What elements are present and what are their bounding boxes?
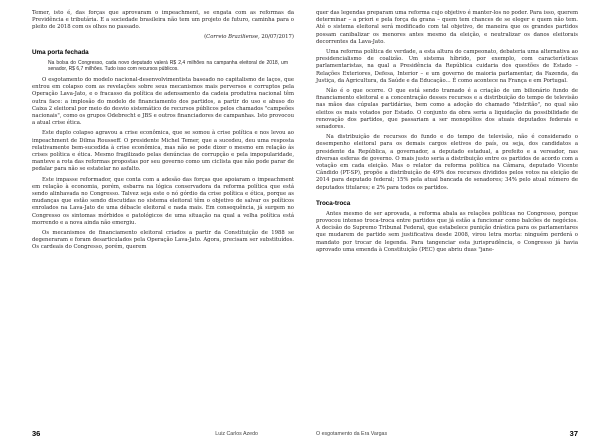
intro-paragraph: Temer, isto é, das forças que aprovaram o impeachment, se engata com as reformas da Previdência e tributária. E a sociedade brasileira não tem um projeto de futuro, caminha para o pleito de 2018 com os olhos no passado. [32,10,294,31]
running-head-title: O esgotamento da Era Vargas [316,431,388,437]
body-paragraph: quer das legendas preparam uma reforma cujo objetivo é manter-los no poder. Para isso, querem determinar – a priori e pela força da grana – quem tem chances de se eleger e quem não tem. Até o sistema eleitoral será modificado com tal objetivo, de maneira que os grandes partidos possam canibalizar os menores antes mesmo da eleição, e neutralizar os danos eleitorais decorrentes da Lava-Jato. [316,10,578,45]
right-page [316,10,578,438]
page-number: 37 [569,429,578,438]
left-page [32,10,294,438]
citation [32,34,294,41]
body-paragraph: Uma reforma política de verdade, a esta altura do campeonato, debateria uma alternativa ao presidencialismo de coalizão. Um sistema híbrido, por exemplo, com características parlamentaristas, na qual a Presidência da República cuidaria dos questões de Estado – Relações Exteriores, Defesa, Interior – e um governo de maioria parlamentar, da Fazenda, da Justiça, da Agricultura, da Saúde e da Educação... É como acontece na França e em Portugal. [316,49,578,84]
running-head-author: Luiz Carlos Azedo [215,431,258,437]
box-note [42,60,294,73]
body-paragraph: Este impasse reformador, que conta com a adesão das forças que apoiaram o impeachment em relação à economia, porém, esbarra na lógica conservadora da reforma política que está sendo alinhavada no Congresso. Talvez seja este o nó górdio da crise política e ética, porque as mudanças que estão sendo discutidas no sistema eleitoral têm o objetivo de salvar os políticos enrolados na Lava-Jato de uma débacle eleitoral e nada mais. Em consequência, já surgem no Congresso os sintomas mórbidos e patológicos de uma situação na qual a velha política está morrendo e a nova ainda não emergiu. [32,176,294,226]
body-paragraph: Os mecanismos de financiamento eleitoral criados a partir da Constituição de 1988 se degeneraram e foram desarticulados pela Operação Lava-Jato. Agora, precisam ser substituídos. Os cardeais do Congresso, porém, querem [32,230,294,251]
body-paragraph: Este duplo colapso agravou a crise econômica, que se somou à crise política e nos levou ao impeachment de Dilma Rousseff. O presidente Michel Temer, que a sucedeu, deu uma resposta relativamente bem-sucedida à crise econômica, mas não se pode dizer o mesmo em relação às crises política e ética. Mesmo fragilizado pelas denúncias de corrupção e pela impopularidade, manteve a rota das reformas propostas por seu governo como um ciclista que não pode parar de pedalar para não se estatelar no asfalto. [32,130,294,173]
citation-open-paren: ( [204,33,207,40]
section-heading-porta-fechada: Uma porta fechada [32,48,89,56]
citation-date: 20/07/2017) [261,33,294,40]
page-number: 36 [32,429,41,438]
box-note-text: Na bolsa do Congresso, cada novo deputado valerá R$ 2,4 milhões na campanha eleitoral de 2018, um senador, R$ 6,7 milhões. Tudo isso com recursos públicos. [48,59,288,73]
section-heading-troca-troca: Troca-troca [316,199,351,207]
right-page-footer [316,429,578,439]
body-paragraph: Não é o que ocorre. O que está sendo tramado é a criação de um bilionário fundo de financiamento eleitoral e a concentração desses recursos e a distribuição do tempo de televisão nas mãos das cúpulas partidárias, bem como a adoção do chamado "distritão", no qual são eleitos os mais votados por Estado. O conjunto da obra seria a liquidação da possibilidade de renovação dos partidos, que passariam a ser monopólios dos atuais deputados federais e senadores. [316,88,578,131]
citation-source: Correio Braziliense, [206,33,260,40]
body-paragraph: Na distribuição de recursos do fundo e do tempo de televisão, não é considerado o desempenho eleitoral para os demais cargos eletivos do país, ou seja, dos candidatos a presidente da República, a governador, a deputado estadual, a prefeito e a vereador, nas diversas esferas de governo. O mais justo seria a distribuição entre os partidos de acordo com a votação em cada eleição. Mas o relator da reforma política na Câmara, deputado Vicente Cândido (PT-SP), propõe a distribuição de 49% dos recursos divididos pelos votos na eleição de 2014 para deputado federal; 15% pela atual bancada de senadores; 34% pelo atual número de deputados titulares; e 2% para todos os partidos. [316,134,578,191]
left-page-footer [32,429,294,439]
body-paragraph: Antes mesmo de ser aprovada, a reforma abala as relações políticas no Congresso, porque provocou intenso troca-troca entre partidos que já estão a funcionar como balcões de negócios. A decisão do Supremo Tribunal Federal, que estabelece punição drástica para os parlamentares que mudarem de partido sem justificativa desde 2008, virou letra morta: ninguém perderá o mandato por trocar de legenda. Para tangenciar esta jurisprudência, o Congresso já havia aprovado uma emenda à Constituição (PEC) que abriu duas "jane- [316,210,578,253]
body-paragraph: O esgotamento do modelo nacional-desenvolvimentista baseado no capitalismo de laços, que entrou em colapso com as revelações sobre seus mecanismos mais perversos e corruptos pela Operação Lava-Jato, e o fracasso da política de adensamento da cadeia produtiva nacional têm outra face: a implosão do modelo de financiamento dos partidos, a partir do uso e abuso do Caixa 2 eleitoral por meio do desvio sistemático de recursos públicos pelos chamados "campeões nacionais", como os grupos Odebrecht e JBS e outros financiadores de campanhas. Isto provocou a atual crise ética. [32,77,294,127]
